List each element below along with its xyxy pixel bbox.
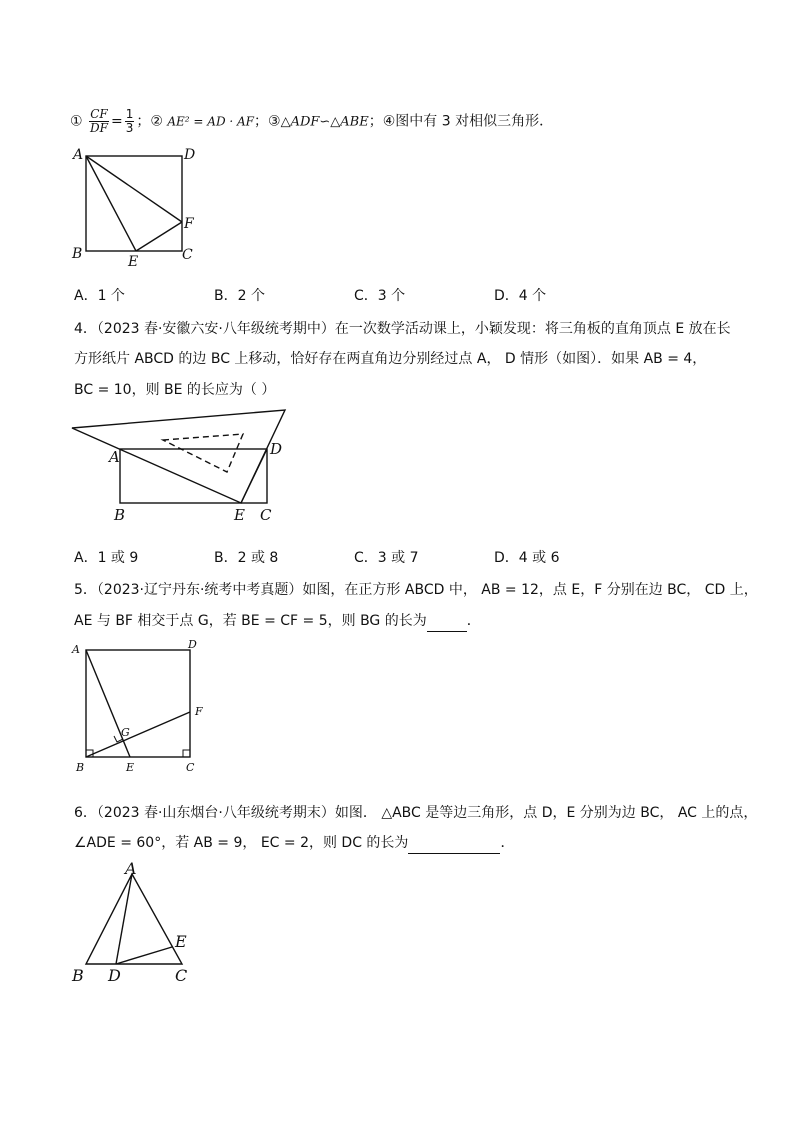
label-d: D xyxy=(184,147,196,163)
label-c: C xyxy=(182,247,193,263)
label-f: F xyxy=(184,216,194,232)
segment-ef xyxy=(136,222,182,251)
figure-q4-rectangle-triangle xyxy=(70,404,310,529)
q3-statement-2-prefix: ；② xyxy=(136,113,163,130)
label-d: D xyxy=(270,440,283,458)
q3-statement-3-prefix: ；③ xyxy=(254,113,281,130)
q3-equals: = xyxy=(110,113,123,130)
triangle-abc xyxy=(86,874,182,964)
label-e: E xyxy=(126,761,135,774)
label-b: B xyxy=(76,761,85,774)
q4-text-line-2: 方形纸片 ABCD 的边 BC 上移动，恰好存在两直角边分别经过点 A， D 情形（如图）．如果 AB = 4， xyxy=(74,351,707,367)
segment-ed xyxy=(241,449,267,503)
q4-text-line-1: 4．（2023 春·安徽六安·八年级统考期中）在一次数学活动课上，小颖发现：将三角板的直角顶点 E 放在长 xyxy=(74,321,731,337)
q6-text-line-1: 6．（2023 春·山东烟台·八年级统考期末）如图． △ABC 是等边三角形，点 D，E 分别为边 BC， AC 上的点， xyxy=(74,805,758,821)
q6-text-line-2: ∠ADE = 60°，若 AB = 9， EC = 2，则 DC 的长为 ． xyxy=(74,833,514,854)
right-angle-c xyxy=(183,750,190,757)
label-c: C xyxy=(260,506,272,524)
segment-ae xyxy=(86,156,136,251)
label-b: B xyxy=(72,246,83,262)
square-abcd xyxy=(86,156,182,251)
set-square-inner-dashed xyxy=(163,434,243,472)
label-a: A xyxy=(109,448,120,466)
label-f: F xyxy=(195,705,203,718)
label-b: B xyxy=(72,966,84,983)
q5-text-line-2: AE 与 BF 相交于点 G，若 BE = CF = 5，则 BG 的长为 ． xyxy=(74,611,481,632)
segment-de xyxy=(116,947,172,964)
figure-q3-square xyxy=(70,142,210,272)
q3-option-b[interactable]: B．2 个 xyxy=(214,288,265,304)
q4-option-c[interactable]: C．3 或 7 xyxy=(354,550,419,566)
q6-answer-blank[interactable] xyxy=(408,833,500,854)
q6-question: ∠ADE = 60°，若 AB = 9， EC = 2，则 DC 的长为 xyxy=(74,835,409,851)
q3-statement-2: AE² = AD · AF xyxy=(167,114,255,129)
q3-statements xyxy=(70,108,553,135)
q3-option-a[interactable]: A．1 个 xyxy=(74,288,125,304)
segment-bf xyxy=(86,712,190,757)
label-c: C xyxy=(175,966,188,983)
label-d: D xyxy=(188,640,197,651)
label-a: A xyxy=(73,147,84,163)
q3-fraction-cf-df: $\frac{CF}{DF}$ xyxy=(90,107,108,135)
q3-marker-1: ① xyxy=(70,113,83,130)
label-a: A xyxy=(72,643,80,656)
q4-text-line-3: BC = 10，则 BE 的长应为（ ） xyxy=(74,382,276,398)
label-b: B xyxy=(114,506,126,524)
q3-statement-4: ；④图中有 3 对相似三角形． xyxy=(368,113,554,130)
label-g: G xyxy=(121,726,130,739)
q3-statement-3: △ADF∽△ABE xyxy=(280,114,369,130)
label-e: E xyxy=(175,932,187,951)
q3-option-c[interactable]: C．3 个 xyxy=(354,288,406,304)
square-abcd xyxy=(86,650,190,757)
q4-option-b[interactable]: B．2 或 8 xyxy=(214,550,279,566)
label-a: A xyxy=(125,859,137,878)
q5-answer-blank[interactable] xyxy=(427,611,467,632)
figure-q5-square xyxy=(70,640,210,775)
q3-fraction-one-third: $\frac{1}{3}$ xyxy=(125,107,134,135)
q4-option-d[interactable]: D．4 或 6 xyxy=(494,550,560,566)
q4-option-a[interactable]: A．1 或 9 xyxy=(74,550,139,566)
segment-ad xyxy=(116,874,132,964)
label-e: E xyxy=(234,506,245,524)
label-e: E xyxy=(128,254,139,270)
label-c: C xyxy=(186,761,195,774)
label-d: D xyxy=(108,966,121,983)
set-square-outer xyxy=(72,410,285,503)
segment-af xyxy=(86,156,182,222)
q5-question: AE 与 BF 相交于点 G，若 BE = CF = 5，则 BG 的长为 xyxy=(74,613,427,629)
q3-option-d[interactable]: D．4 个 xyxy=(494,288,547,304)
figure-q6-triangle xyxy=(68,858,208,983)
q5-text-line-1: 5．（2023·辽宁丹东·统考中考真题）如图，在正方形 ABCD 中， AB = 12，点 E，F 分别在边 BC， CD 上， xyxy=(74,582,758,598)
